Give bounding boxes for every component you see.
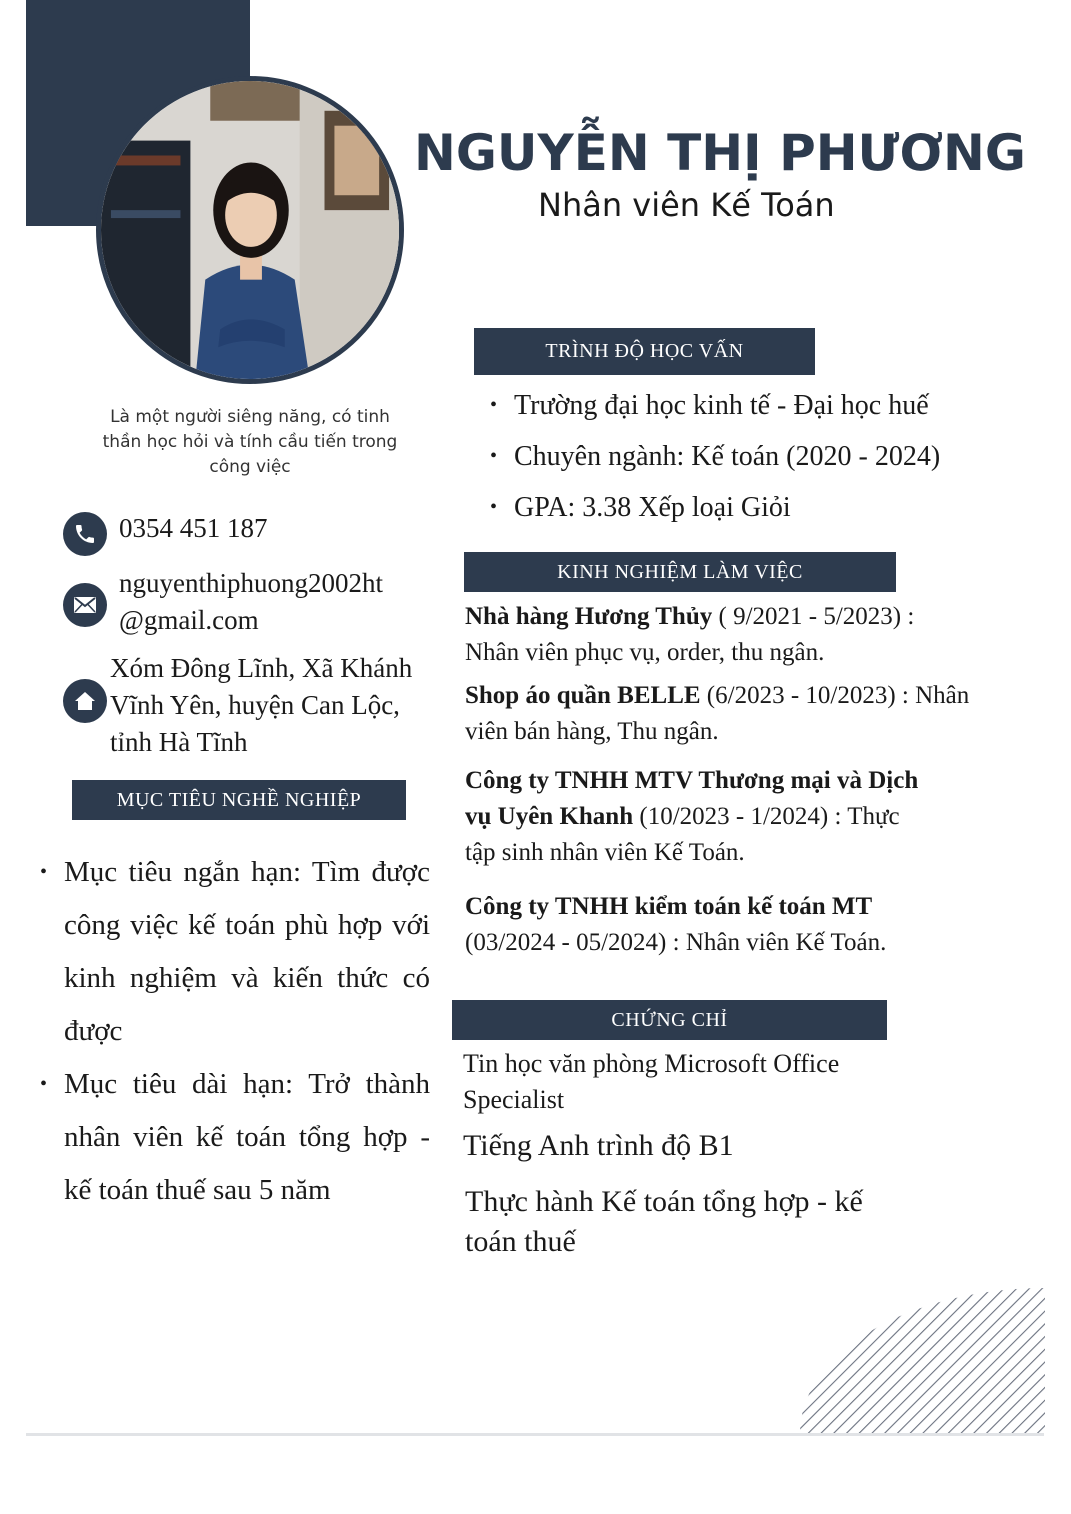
certificate-item [465,1182,863,1262]
objective-long-term: • Mục tiêu dài hạn: Trở thành nhân viên kế toán tổng hợp - kế toán thuế sau 5 năm [40,1058,430,1217]
education-major: • Chuyên ngành: Kế toán (2020 - 2024) [490,435,940,486]
profile-photo [96,76,404,384]
certificate-item [463,1046,839,1118]
job-title: Nhân viên Kế Toán [538,186,835,224]
experience-company: Nhà hàng Hương Thủy [465,603,713,630]
experience-heading: KINH NGHIỆM LÀM VIỆC [464,552,896,592]
experience-desc: tập sinh nhân viên Kế Toán. [465,839,745,866]
objectives-heading: MỤC TIÊU NGHỀ NGHIỆP [72,780,406,820]
email-address[interactable] [119,565,383,639]
footer-divider [26,1433,1044,1436]
email-line-2: @gmail.com [119,605,259,635]
experience-desc: viên bán hàng, Thu ngân. [465,718,719,745]
experience-desc: Nhân viên phục vụ, order, thu ngân. [465,639,825,666]
certificate-line: toán thuế [465,1225,576,1258]
email-icon [63,583,107,627]
objectives-list [40,846,430,1217]
education-heading: TRÌNH ĐỘ HỌC VẤN [474,328,815,375]
experience-item [465,763,1025,871]
certificates-heading: CHỨNG CHỈ [452,1000,887,1040]
certificate-line: Thực hành Kế toán tổng hợp - kế [465,1185,863,1218]
profile-summary: Là một người siêng năng, có tinh thần học hỏi và tính cầu tiến trong công việc [102,407,398,477]
education-school: • Trường đại học kinh tế - Đại học huế [490,384,940,435]
experience-item [465,599,1025,671]
education-gpa: • GPA: 3.38 Xếp loại Giỏi [490,486,940,537]
experience-item [465,889,1025,961]
email-line-1: nguyenthiphuong2002ht [119,568,383,598]
address [110,650,412,761]
experience-item [465,678,1025,750]
experience-company: Công ty TNHH MTV Thương mại và Dịch [465,767,919,794]
experience-company: Shop áo quần BELLE [465,682,701,709]
certificate-line: Specialist [463,1085,565,1114]
address-line-2: Vĩnh Yên, huyện Can Lộc, [110,690,400,720]
hatch-decoration [800,1288,1045,1433]
address-line-3: tỉnh Hà Tĩnh [110,727,248,757]
phone-number[interactable]: 0354 451 187 [119,513,268,543]
experience-company: Công ty TNHH kiểm toán kế toán MT [465,893,873,920]
experience-period: (10/2023 - 1/2024) : Thực [633,803,900,830]
experience-desc: (03/2024 - 05/2024) : Nhân viên Kế Toán. [465,929,887,956]
phone-icon [63,512,107,556]
experience-period: (6/2023 - 10/2023) : Nhân [700,682,970,709]
objective-short-term: • Mục tiêu ngắn hạn: Tìm được công việc kế toán phù hợp với kinh nghiệm và kiến thức có được [40,846,430,1058]
home-icon [63,679,107,723]
experience-company: vụ Uyên Khanh [465,803,634,830]
certificate-item: Tiếng Anh trình độ B1 [463,1129,734,1162]
certificate-line: Tin học văn phòng Microsoft Office [463,1049,840,1078]
candidate-name: NGUYỄN THỊ PHƯƠNG [414,124,1026,182]
address-line-1: Xóm Đông Lĩnh, Xã Khánh [110,653,413,683]
experience-period: ( 9/2021 - 5/2023) : [712,603,915,630]
education-list [490,384,940,537]
